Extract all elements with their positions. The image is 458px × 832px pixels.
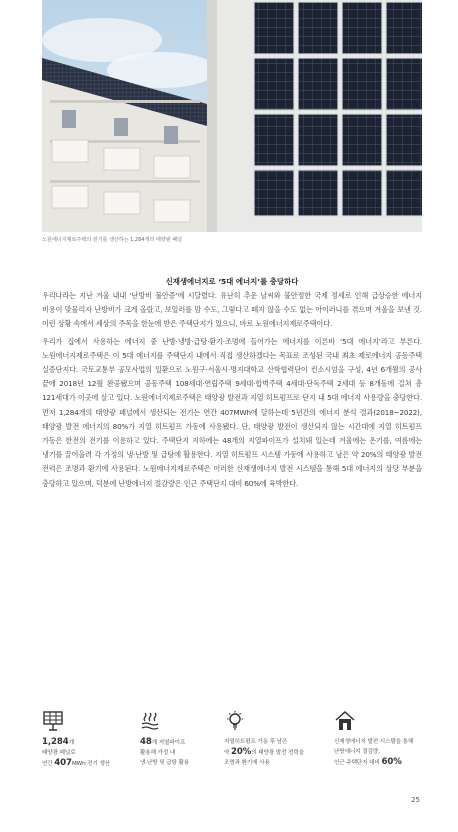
solar-building-illustration [42,0,422,232]
house-icon [334,710,356,732]
stat-value: 60% [381,757,402,767]
article-paragraph: 우리가 집에서 사용하는 에너지 중 난방·냉방·급탕·환기·조명에 들어가는 에너지를 이른바 ‘5대 에너지’라고 부른다. 노원에너지제로주택은 이 5대 에너지를 주택단지 내에서 직접 생산하겠다는 목표로 조성된 국내 최초 제로에너지 공동주택 실증단지다. 국토교통부 공모사업의 일환으로 노원구·서울시·명지대학교 산학협력단이 컨소시엄을 구성, 4년 6개월의 공사 끝에 2018년 12월 완공됐으며 공동주택 108세대·연립주택 9세대·합벽주택 4세대·단독주택 2세대 등 8개동에 걸쳐 총 121세대가 이곳에 살고 있다. 노원에너지제로주택은 태양광 발전과 지열 히트펌프로 단지 내 5대 에너지 사용량을 충당한다. 먼저 1,284개의 태양광 패널에서 생산되는 전기는 연간 407MWh에 달하는데 5년간의 에너지 분석 결과(2018~2022), 태양광 발전 에너지의 80%가 지열 히트펌프 가동에 사용됐다. 단, 태양광 발전이 생산되지 않는 시간대에 지열 히트펌프 가동은 한전의 전기를 이용하고 있다. 주택단지 지하에는 48개의 지열파이프가 설치돼 있는데 겨울에는 온기를, 여름에는 냉기를 끌어올려 각 가정의 냉·난방 및 급탕에 활용한다. 지열 히트펌프 시스템 가동에 사용하고 남은 약 20%의 태양광 발전 전력은 조명과 환기에 사용된다. 노원에너지제로주택은 이러한 신재생에너지 발전 시스템을 통해 5대 에너지의 상당 부분을 충당하고 있으며, 덕분에 난방에너지 절감량은 인근 주택단지 대비 60%에 육박한다. [42,336,422,488]
stat-text: 인근 주택단지 대비 [334,760,382,766]
solar-housing-photo [42,0,422,232]
stat-value: 407 [54,758,72,768]
stat-text: 약 [224,750,231,756]
stats-row [42,710,422,776]
article-body [42,289,422,494]
stat-value: 48 [140,737,152,747]
stat-text: 난방에너지 절감량, [334,749,380,755]
lightbulb-icon [224,710,246,732]
stat-text: 연간 [42,761,55,767]
solar-panel-icon [42,710,64,732]
article-paragraph: 우리나라는 지난 겨울 내내 ‘난방비 불안증’에 시달렸다. 유난히 추운 날씨와 불안정한 국제 정세로 인해 급상승한 에너지 비용이 맞물리자 난방비가 크게 올랐고, 보일러를 맘 수도, 그렇다고 떼지 않을 수도 없는 아이러니를 겪으며 겨울을 보낸 것. 이런 상황 속에서 세상의 주목을 한눈에 받은 주택단지가 있으니, 바로 노원에너지제로주택이다. [42,291,422,329]
stat-text: 활용해 가정 내 [140,750,176,756]
stat-text: 태양광 패널로 [42,750,76,756]
stat-text: 냉·난방 및 급탕 활용 [140,760,190,766]
stat-value: 1,284 [42,737,69,747]
geothermal-heat-icon [140,710,162,732]
stat-unit: 개 [68,740,74,746]
stat-text: 신재생에너지 발전 시스템을 통해 [334,739,414,745]
stat-text: 의 태양광 발전 전력을 [251,750,305,756]
stat-text: 지열히트펌프 가동 후 남은 [224,739,288,745]
stat-text: 조명과 환기에 사용 [224,760,270,766]
stat-text: MWh 전기 생산 [71,761,111,767]
stat-unit: 개 지열파이프 [151,740,186,746]
photo-caption: 노원에너지제로주택의 전기를 생산하는 1,284개의 태양광 패널 [42,237,182,243]
article-heading: 신재생에너지로 ‘5대 에너지’를 충당하다 [165,277,299,286]
stat-value: 20% [230,747,252,757]
page-number: 25 [411,796,420,804]
